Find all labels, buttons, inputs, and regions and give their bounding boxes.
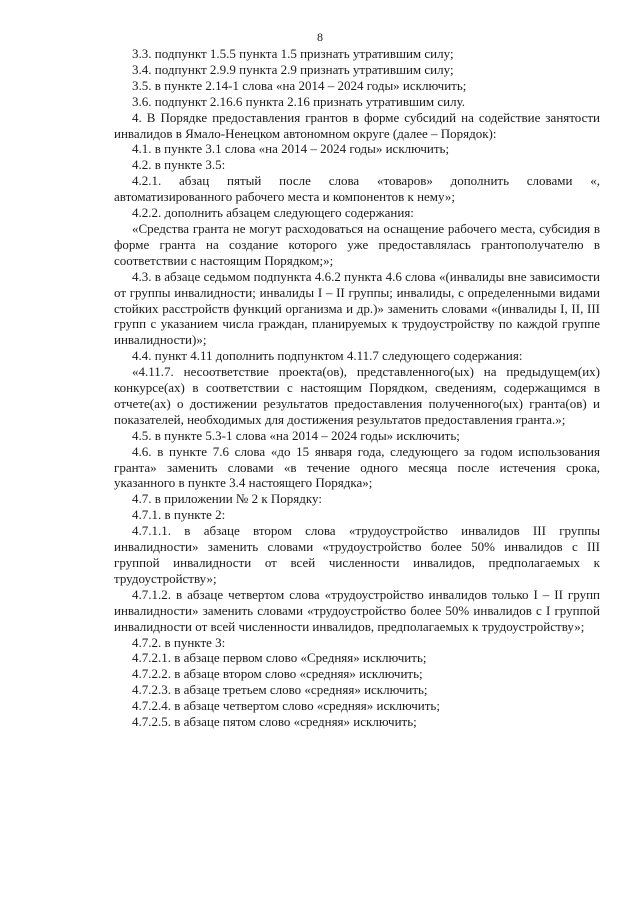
paragraph-4-5: 4.5. в пункте 5.3-1 слова «на 2014 – 2024 годы» исключить; — [132, 427, 460, 443]
paragraph-4-1: 4.1. в пункте 3.1 слова «на 2014 – 2024 годы» исключить; — [132, 141, 450, 157]
paragraph-3-4: 3.4. подпункт 2.9.9 пункта 2.9 признать утратившим силу; — [132, 61, 454, 77]
paragraph-4-7-2-5: 4.7.2.5. в абзаце пятом слово «средняя» исключить; — [132, 714, 417, 730]
paragraph-4-7-2-2: 4.7.2.2. в абзаце втором слово «средняя» исключить; — [132, 666, 423, 682]
paragraph-quote-grant: «Средства гранта не могут расходоваться на оснащение рабочего места, субсидия в форме гранта на создание которого уже предоставлялась грантополучателю в соответствии с настоящим Порядком;»; — [114, 220, 600, 268]
paragraph-4: 4. В Порядке предоставления грантов в форме субсидий на содействие занятости инвалидов в Ямало-Ненецком автономном округе (далее – Порядок): — [114, 109, 600, 141]
paragraph-4-2-1: 4.2.1. абзац пятый после слова «товаров» дополнить словами «, автоматизированного рабочего места и компонентов к нему»; — [114, 173, 600, 205]
paragraph-4-2: 4.2. в пункте 3.5: — [132, 157, 226, 173]
paragraph-4-7-2: 4.7.2. в пункте 3: — [132, 634, 226, 650]
page-number: 8 — [317, 30, 323, 44]
paragraph-4-7: 4.7. в приложении № 2 к Порядку: — [132, 491, 322, 507]
paragraph-4-2-2: 4.2.2. дополнить абзацем следующего содержания: — [132, 205, 414, 221]
paragraph-4-4: 4.4. пункт 4.11 дополнить подпунктом 4.11.7 следующего содержания: — [132, 348, 523, 364]
paragraph-4-6: 4.6. в пункте 7.6 слова «до 15 января года, следующего за годом использования гранта» заменить словами «в течение одного месяца после истечения срока, указанного в пункте 3.4 настоящего Порядка»; — [114, 443, 600, 491]
paragraph-4-3: 4.3. в абзаце седьмом подпункта 4.6.2 пункта 4.6 слова «(инвалиды вне зависимости от группы инвалидности; инвалиды I – II группы; инвалиды, с определенными видами стойких расстройств функций организма и др.)» заменить словами «(инвалиды I, II, III групп с указанием числа граждан, планируемых к трудоустройству по каждой группе инвалидности)»; — [114, 268, 600, 348]
paragraph-4-7-1: 4.7.1. в пункте 2: — [132, 507, 226, 523]
paragraph-3-6: 3.6. подпункт 2.16.6 пункта 2.16 признать утратившим силу. — [132, 93, 466, 109]
paragraph-4-7-1-2: 4.7.1.2. в абзаце четвертом слова «трудоустройство инвалидов только I – II групп инвалидности» заменить словами «трудоустройство более 50% инвалидов с I группой инвалидности от всей численности инвалидов, предполагаемых к трудоустройству»; — [114, 586, 600, 634]
paragraph-4-7-2-3: 4.7.2.3. в абзаце третьем слово «средняя» исключить; — [132, 682, 428, 698]
paragraph-4-7-2-4: 4.7.2.4. в абзаце четвертом слово «средняя» исключить; — [132, 698, 440, 714]
paragraph-4-7-2-1: 4.7.2.1. в абзаце первом слово «Средняя» исключить; — [132, 650, 427, 666]
paragraph-3-3: 3.3. подпункт 1.5.5 пункта 1.5 признать утратившим силу; — [132, 46, 454, 61]
document-body — [114, 46, 600, 730]
paragraph-3-5: 3.5. в пункте 2.14-1 слова «на 2014 – 2024 годы» исключить; — [132, 77, 467, 93]
paragraph-4-11-7: «4.11.7. несоответствие проекта(ов), представленного(ых) на предыдущем(их) конкурсе(ах) в соответствии с настоящим Порядком, сведениям, содержащимся в отчете(ах) о достижении результатов предоставления полученного(ых) гранта(ов) и показателей, необходимых для достижения результатов предоставления гранта.»; — [114, 364, 600, 427]
paragraph-4-7-1-1: 4.7.1.1. в абзаце втором слова «трудоустройство инвалидов III группы инвалидности» заменить словами «трудоустройство более 50% инвалидов с III группой инвалидности от всей численности инвалидов, предполагаемых к трудоустройству»; — [114, 523, 600, 586]
